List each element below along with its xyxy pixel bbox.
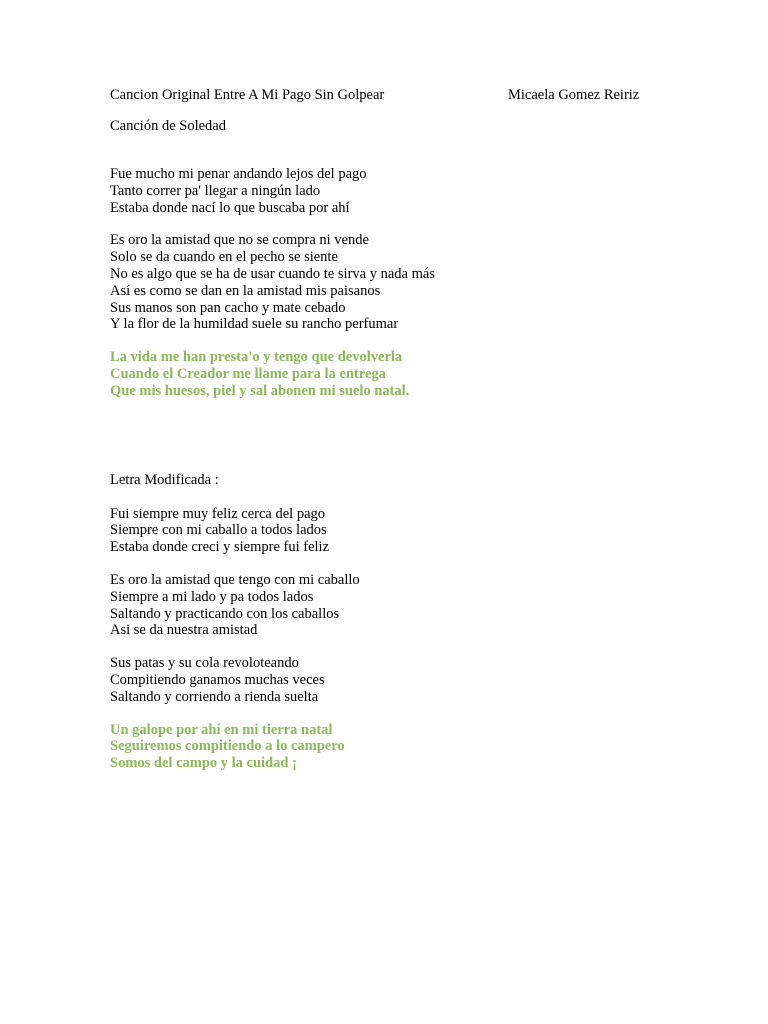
original-stanza-2 (110, 232, 670, 333)
lyric-line: Es oro la amistad que tengo con mi caballo (110, 571, 360, 588)
song-title: Cancion Original Entre A Mi Pago Sin Golpear (110, 87, 385, 103)
lyric-line: No es algo que se ha de usar cuando te sirva y nada más (110, 265, 435, 282)
modified-lyrics-label: Letra Modificada : (110, 471, 219, 488)
lyric-line: Así es como se dan en la amistad mis paisanos (110, 282, 381, 299)
lyric-line: Siempre con mi caballo a todos lados (110, 522, 327, 539)
document-page (110, 85, 670, 772)
lyric-line: Sus manos son pan cacho y mate cebado (110, 299, 346, 316)
lyric-line: Siempre a mi lado y pa todos lados (110, 588, 314, 605)
lyric-line: Fui siempre muy feliz cerca del pago (110, 505, 326, 522)
chorus-line: Cuando el Creador me llame para la entrega (110, 365, 386, 382)
lyric-line: Y la flor de la humildad suele su rancho perfumar (110, 316, 399, 333)
chorus-line: Que mis huesos, piel y sal abonen mi suelo natal. (110, 382, 410, 399)
lyric-line: Asi se da nuestra amistad (110, 622, 258, 639)
lyric-line: Estaba donde creci y siempre fui feliz (110, 539, 330, 556)
lyric-line: Saltando y corriendo a rienda suelta (110, 688, 319, 705)
lyric-line: Tanto correr pa' llegar a ningún lado (110, 182, 321, 199)
chorus-line: Somos del campo y la cuidad ¡ (110, 755, 297, 772)
lyric-line: Es oro la amistad que no se compra ni vende (110, 232, 369, 249)
chorus-line: La vida me han presta'o y tengo que devolverla (110, 349, 403, 366)
chorus-line: Seguiremos compitiendo a lo campero (110, 738, 345, 755)
author-name: Micaela Gomez Reiriz (508, 87, 640, 103)
lyric-line: Sus patas y su cola revoloteando (110, 655, 299, 672)
lyric-line: Saltando y practicando con los caballos (110, 605, 340, 622)
original-chorus (110, 349, 670, 399)
lyric-line: Solo se da cuando en el pecho se siente (110, 249, 338, 266)
modified-stanza-3 (110, 655, 670, 705)
document-header (110, 85, 670, 105)
lyric-line: Fue mucho mi penar andando lejos del pago (110, 166, 367, 182)
song-subtitle: Canción de Soledad (110, 118, 226, 134)
lyric-line: Compitiendo ganamos muchas veces (110, 671, 325, 688)
modified-stanza-1 (110, 506, 670, 556)
chorus-line: Un galope por ahí en mi tierra natal (110, 721, 333, 738)
modified-stanza-2 (110, 572, 670, 639)
original-stanza-1 (110, 166, 670, 216)
lyric-line: Estaba donde nací lo que buscaba por ahí (110, 199, 350, 216)
modified-chorus (110, 722, 670, 772)
